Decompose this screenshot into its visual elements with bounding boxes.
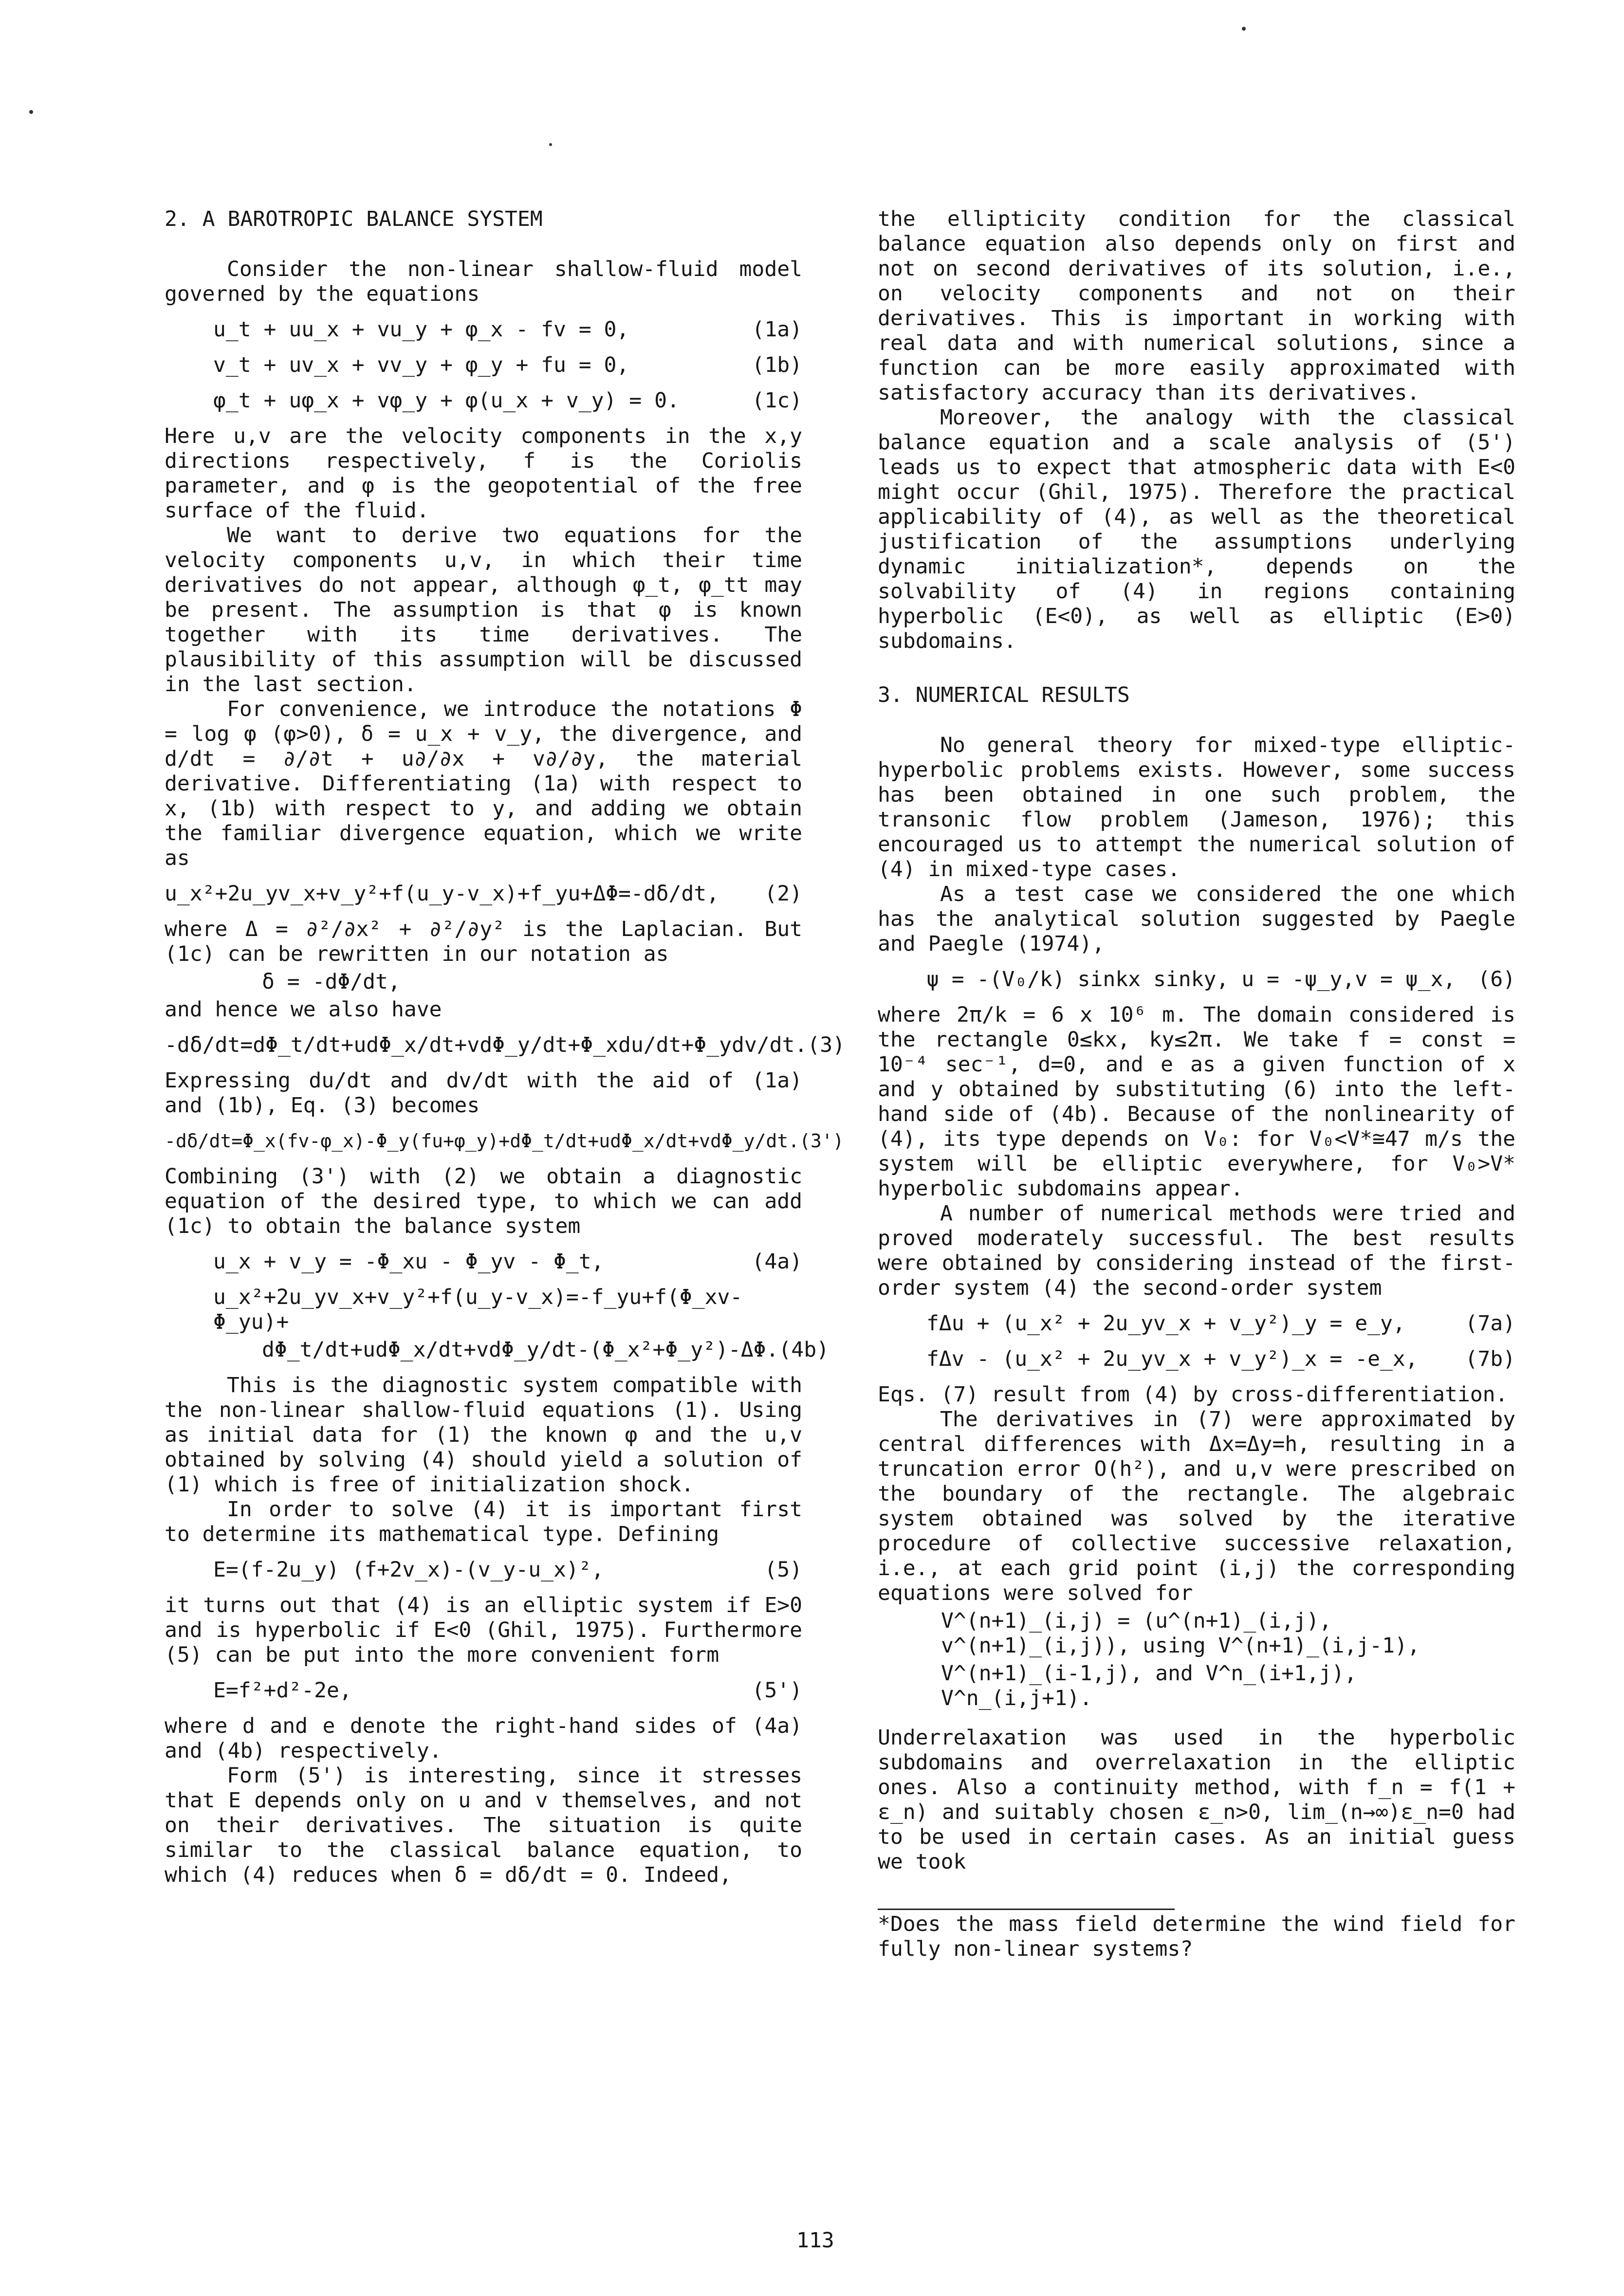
- equation-body: -dδ/dt=Φ_x(fv-φ_x)-Φ_y(fu+φ_y)+dΦ_t/dt+udΦ_x/dt+vdΦ_y/dt.: [165, 1130, 800, 1152]
- right-column: [878, 207, 1515, 1962]
- equation-number: (7b): [1465, 1347, 1515, 1371]
- paragraph: it turns out that (4) is an elliptic system if E>0 and is hyperbolic if E<0 (Ghil, 1975). Furthermore (5) can be put into the more convenient form: [165, 1593, 802, 1667]
- paragraph: Form (5') is interesting, since it stresses that E depends only on u and v themselves, and not on their derivatives. The situation is quite similar to the classical balance equation, to which (4) reduces when δ = dδ/dt = 0. Indeed,: [165, 1763, 802, 1887]
- equation-body: E=(f-2u_y) (f+2v_x)-(v_y-u_x)²,: [213, 1558, 604, 1582]
- equation-body: u_x + v_y = -Φ_xu - Φ_yv - Φ_t,: [213, 1249, 604, 1274]
- paragraph: and hence we also have: [165, 997, 442, 1022]
- equation-body: u_t + uu_x + vu_y + φ_x - fv = 0,: [213, 317, 629, 342]
- paragraph: No general theory for mixed-type elliptic-hyperbolic problems exists. However, some success has been obtained in one such problem, the transonic flow problem (Jameson, 1976); this encouraged us to attempt the numerical solution of (4) in mixed-type cases.: [878, 733, 1515, 882]
- equation-1a: [165, 317, 802, 342]
- equation-5: [165, 1558, 802, 1582]
- paragraph: We want to derive two equations for the velocity components u,v, in which their time derivatives do not appear, although φ_t, φ_tt may be present. The assumption is that φ is known together with its time derivatives. The plausibility of this assumption will be discussed in the last section.: [165, 523, 802, 697]
- equation-number: (5'): [752, 1678, 802, 1703]
- equation-number: (6): [1477, 967, 1515, 992]
- equation-number: (3'): [799, 1130, 844, 1152]
- equation-body: fΔv - (u_x² + 2u_yv_x + v_y²)_x = -e_x,: [926, 1347, 1418, 1371]
- equation-4b: [165, 1338, 829, 1362]
- equation-delta: δ = -dΦ/dt,: [262, 970, 401, 994]
- equation-number: (4a): [752, 1249, 802, 1274]
- speck-2: [29, 110, 33, 114]
- footnote: *Does the mass field determine the wind field for fully non-linear systems?: [878, 1912, 1515, 1961]
- paragraph: Moreover, the analogy with the classical balance equation and a scale analysis of (5') leads us to expect that atmospheric data with E<0 might occur (Ghil, 1975). Therefore the practical applicability of (4), as well as the theoretical justification of the assumptions underlying dynamic initialization*, depends on the solvability of (4) in regions containing hyperbolic (E<0), as well as elliptic (E>0) subdomains.: [878, 405, 1515, 653]
- paragraph: where 2π/k = 6 x 10⁶ m. The domain considered is the rectangle 0≤kx, ky≤2π. We take f = const = 10⁻⁴ sec⁻¹, d=0, and e as a given function of x and y obtained by substituting (6) into the left-hand side of (4b). Because of the nonlinearity of (4), its type depends on V₀: for V₀<V*≅47 m/s the system will be elliptic everywhere, for V₀>V* hyperbolic subdomains appear.: [878, 1003, 1515, 1201]
- equation-4a: [165, 1249, 802, 1274]
- equation-body: u_x²+2u_yv_x+v_y²+f(u_y-v_x)+f_yu+ΔΦ=-dδ/dt,: [165, 882, 720, 906]
- paragraph: In order to solve (4) it is important first to determine its mathematical type. Defining: [165, 1497, 802, 1546]
- equation-body: -dδ/dt=dΦ_t/dt+udΦ_x/dt+vdΦ_y/dt+Φ_xdu/dt+Φ_ydv/dt.: [165, 1033, 808, 1057]
- equation-number: (2): [764, 882, 802, 906]
- left-column: [165, 207, 845, 1888]
- paragraph: Underrelaxation was used in the hyperbolic subdomains and overrelaxation in the elliptic ones. Also a continuity method, with f_n = f(1 + ε_n) and suitably chosen ε_n>0, lim_(n→∞)ε_n=0 had to be used in certain cases. As an initial guess we took: [878, 1726, 1515, 1874]
- equation-number: (1c): [752, 388, 802, 413]
- section-2-heading: 2. A BAROTROPIC BALANCE SYSTEM: [165, 207, 543, 231]
- spacer: [878, 654, 1515, 668]
- paragraph: Eqs. (7) result from (4) by cross-differentiation.: [878, 1382, 1508, 1407]
- paragraph: where d and e denote the right-hand sides of (4a) and (4b) respectively.: [165, 1714, 802, 1763]
- equation-body: φ_t + uφ_x + vφ_y + φ(u_x + v_y) = 0.: [213, 388, 680, 413]
- speck-3: [549, 143, 552, 146]
- paragraph: The derivatives in (7) were approximated by central differences with Δx=Δy=h, resulting in a truncation error O(h²), and u,v were prescribed on the boundary of the rectangle. The algebraic system obtained was solved by the iterative procedure of collective successive relaxation, i.e., at each grid point (i,j) the corresponding equations were solved for: [878, 1407, 1515, 1605]
- equation-3: [165, 1033, 845, 1058]
- equation-body: E=f²+d²-2e,: [213, 1678, 352, 1703]
- paragraph: Combining (3') with (2) we obtain a diagnostic equation of the desired type, to which we can add (1c) to obtain the balance system: [165, 1164, 802, 1238]
- equation-5-prime: [165, 1678, 802, 1703]
- equation-number: (5): [764, 1558, 802, 1582]
- equation-number: (1a): [752, 317, 802, 342]
- equation-number: (3): [807, 1033, 845, 1057]
- equation-2: [165, 882, 802, 906]
- equation-1c: [165, 388, 802, 413]
- paragraph: Expressing du/dt and dv/dt with the aid of (1a) and (1b), Eq. (3) becomes: [165, 1068, 802, 1118]
- speck-1: [1242, 27, 1246, 31]
- equation-body: ψ = -(V₀/k) sinkx sinky, u = -ψ_y,v = ψ_x,: [926, 967, 1456, 992]
- equation-number: (1b): [752, 353, 802, 377]
- equation-1b: [165, 353, 802, 378]
- equation-body: dΦ_t/dt+udΦ_x/dt+vdΦ_y/dt-(Φ_x²+Φ_y²)-ΔΦ.: [262, 1338, 779, 1362]
- equation-body: fΔu + (u_x² + 2u_yv_x + v_y²)_y = e_y,: [926, 1311, 1405, 1336]
- paragraph: A number of numerical methods were tried and proved moderately successful. The best results were obtained by considering instead of the first-order system (4) the second-order system: [878, 1201, 1515, 1300]
- equation-7b: [878, 1347, 1515, 1372]
- equation-4b-line1: u_x²+2u_yv_x+v_y²+f(u_y-v_x)=-f_yu+f(Φ_xv-Φ_yu)+: [213, 1285, 743, 1334]
- paragraph: This is the diagnostic system compatible with the non-linear shallow-fluid equations (1). Using as initial data for (1) the known φ and the u,v obtained by solving (4) should yield a solution of (1) which is free of initialization shock.: [165, 1373, 802, 1497]
- paragraph: As a test case we considered the one which has the analytical solution suggested by Paegle and Paegle (1974),: [878, 882, 1515, 956]
- footnote-rule: [878, 1909, 1175, 1910]
- paragraph: Here u,v are the velocity components in the x,y directions respectively, f is the Coriolis parameter, and φ is the geopotential of the free surface of the fluid.: [165, 424, 802, 523]
- equation-number: (7a): [1465, 1311, 1515, 1336]
- page-number: 113: [796, 2228, 834, 2253]
- equation-number: (4b): [778, 1338, 829, 1362]
- equation-body: v_t + uv_x + vv_y + φ_y + fu = 0,: [213, 353, 629, 377]
- equation-6: [878, 967, 1515, 992]
- equation-7a: [878, 1311, 1515, 1336]
- equation-3-prime: [165, 1129, 844, 1154]
- section-3-heading: 3. NUMERICAL RESULTS: [878, 683, 1130, 707]
- equation-grid-2: V^(n+1)_(i-1,j), and V^n_(i+1,j), V^n_(i,j+1).: [941, 1661, 1357, 1710]
- paragraph: where Δ = ∂²/∂x² + ∂²/∂y² is the Laplacian. But (1c) can be rewritten in our notation as: [165, 917, 802, 966]
- paragraph: Consider the non-linear shallow-fluid model governed by the equations: [165, 257, 802, 306]
- equation-grid-1: V^(n+1)_(i,j) = (u^(n+1)_(i,j), v^(n+1)_(i,j)), using V^(n+1)_(i,j-1),: [941, 1609, 1420, 1658]
- paragraph: the ellipticity condition for the classical balance equation also depends only on first and not on second derivatives of its solution, i.e., on velocity components and not on their derivatives. This is important in working with real data and with numerical solutions, since a function can be more easily approximated with satisfactory accuracy than its derivatives.: [878, 207, 1515, 405]
- paragraph: For convenience, we introduce the notations Φ = log φ (φ>0), δ = u_x + v_y, the divergence, and d/dt = ∂/∂t + u∂/∂x + v∂/∂y, the material derivative. Differentiating (1a) with respect to x, (1b) with respect to y, and adding we obtain the familiar divergence equation, which we write as: [165, 697, 802, 870]
